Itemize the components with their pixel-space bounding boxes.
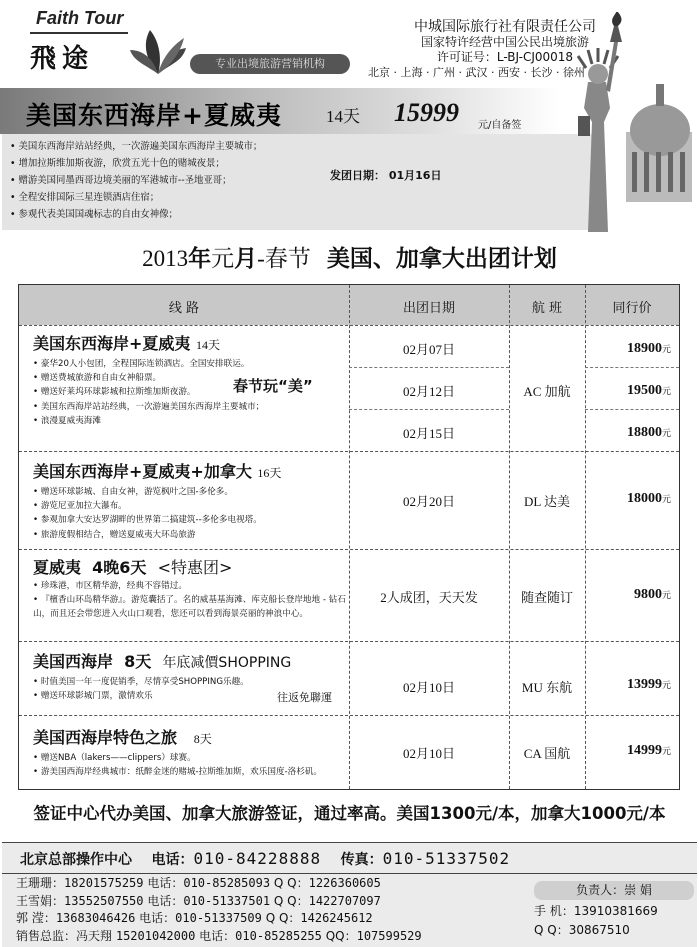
price-value: 18900: [626, 341, 662, 356]
route-days: 4晚6天: [92, 558, 147, 577]
highlight-item: • 美国东西海岸站站经典，一次游遍美国东西海岸主要城市；: [10, 138, 262, 155]
price-unit: 元: [661, 428, 671, 438]
contact-mobile: 15201042000: [115, 928, 196, 943]
manager-mobile: 手 机：13910381669: [534, 904, 658, 918]
plan-title-part: 元: [211, 246, 235, 271]
route-days: 14天: [196, 338, 221, 352]
contact-row: [16, 928, 422, 946]
contact-mobile: 13552507550: [64, 893, 144, 908]
detail-item: • 赠送环球影城门票，激情欢乐: [33, 689, 249, 703]
banner-price-unit: 元/自备签: [478, 120, 522, 131]
price-unit: 元: [661, 494, 671, 504]
hq-contact: [20, 849, 510, 869]
flight: MU 东航: [521, 680, 573, 695]
contact-qq: 1422707097: [308, 893, 381, 908]
lotus-logo-icon: [128, 22, 188, 78]
contact-mobile: 13683046426: [55, 911, 136, 925]
flight: CA 国航: [523, 746, 571, 761]
route-name: 美国西海岸: [33, 652, 114, 671]
liberty-capitol-illustration-icon: [548, 12, 698, 234]
route-tag: 春节玩“美”: [233, 377, 313, 395]
hq-fax: 010-51337502: [382, 849, 511, 868]
agency-license-no: 许可证号：L-BJ-CJ00018: [436, 50, 574, 64]
contact-qq-label: Q Q：: [273, 876, 309, 890]
sub-divider: [585, 367, 679, 368]
route-title: [33, 555, 232, 578]
contact-tel-label: 电话：: [147, 893, 184, 908]
brand-logo-en: Faith Tour: [36, 8, 124, 28]
route-details: [33, 579, 347, 622]
hq-name: 北京总部操作中心: [20, 852, 132, 868]
price: [627, 743, 671, 759]
footer-divider: [2, 873, 697, 874]
detail-item: • 游美国西海岸经典城市：纸醉金迷的赌城-拉斯维加斯，欢乐国度-洛杉矶。: [33, 765, 322, 779]
route-title: [33, 459, 281, 482]
route-name: 美国东西海岸+夏威夷: [33, 334, 191, 353]
row-divider: [19, 451, 679, 452]
contact-name: 郭 滢：: [16, 911, 56, 925]
price-unit: 元: [661, 746, 671, 756]
contact-list: [16, 875, 422, 945]
price: [627, 383, 671, 399]
hq-fax-label: 传真：: [340, 852, 383, 868]
detail-item: • 『檀香山环岛精华游』。游览囊括了。名的威基基海滩、库克船长登岸地地 - 钻石山，而且还会带您进入火山口观看，您还可以看到海景亮丽的神浪中心。: [33, 593, 347, 621]
contact-name: 销售总监：冯天翔: [16, 928, 113, 943]
price-value: 13999: [626, 677, 662, 692]
contact-name: 王雪娟：: [16, 893, 65, 908]
visa-notice: 签证中心代办美国、加拿大旅游签证，通过率高。美国1300元/本，加拿大1000元/本: [33, 804, 666, 823]
plan-title: [0, 240, 699, 273]
contact-qq-label: Q Q：: [273, 893, 309, 908]
depart-date: 02月20日: [402, 494, 455, 509]
contact-mobile: 18201575259: [64, 876, 144, 890]
col-route-header: 线 路: [168, 301, 200, 316]
highlight-item: • 增加拉斯维加斯夜游，欣赏五光十色的赌城夜景；: [10, 155, 262, 172]
hq-tel: 010-84228888: [193, 849, 322, 868]
hq-tel-label: 电话：: [151, 852, 194, 868]
banner-depart-date: 发团日期： 01月16日: [330, 169, 442, 182]
plan-title-year: 2013: [142, 246, 189, 271]
contact-qq: 1426245612: [300, 911, 373, 925]
detail-item: • 时值美国一年一度促销季，尽情享受SHOPPING乐趣。: [33, 675, 249, 689]
contact-qq-label: Q Q：: [265, 911, 301, 925]
banner-title: 美国东西海岸+夏威夷: [26, 101, 282, 130]
contact-tel-label: 电话：: [139, 911, 176, 925]
brand-logo-cn: 飛途: [30, 44, 95, 74]
plan-title-part: 年: [188, 246, 212, 272]
contact-name: 王珊珊：: [16, 876, 65, 890]
price: [627, 677, 671, 693]
contact-row: [16, 910, 422, 928]
col-divider: [509, 285, 510, 789]
route-days: 16天: [257, 466, 282, 480]
brand-divider: [30, 32, 128, 34]
route-title: [33, 725, 212, 748]
depart-date: 02月15日: [402, 426, 455, 441]
depart-date: 02月12日: [402, 384, 455, 399]
price-value: 18800: [626, 425, 662, 440]
contact-tel-label: 电话：: [199, 928, 236, 943]
contact-row: [16, 893, 422, 911]
contact-row: [16, 875, 422, 893]
sub-divider: [349, 409, 509, 410]
banner-days: 14天: [326, 107, 360, 126]
agency-name: 中城国际旅行社有限责任公司: [414, 19, 596, 35]
contact-tel: 010-51337501: [183, 893, 271, 908]
contact-tel-label: 电话：: [147, 876, 184, 890]
contact-tel: 010-85285255: [235, 928, 322, 943]
sub-divider: [349, 367, 509, 368]
detail-item: • 浪漫夏威夷海滩: [33, 414, 264, 428]
price-unit: 元: [661, 386, 671, 396]
detail-item: • 美国东西海岸站站经典，一次游遍美国东西海岸主要城市；: [33, 400, 264, 414]
plan-title-main: 美国、加拿大出团计划: [326, 246, 557, 272]
branch-cities: 北京 · 上海 · 广州 · 武汉 · 西安 · 长沙 · 徐州: [368, 66, 585, 79]
col-divider: [585, 285, 586, 789]
price-value: 19500: [626, 383, 662, 398]
route-note: 往返免聯運: [277, 691, 332, 704]
depart-date: 02月10日: [402, 746, 455, 761]
price: [627, 491, 671, 507]
route-days: 8天: [124, 652, 152, 671]
price-value: 14999: [626, 743, 662, 758]
price-value: 18000: [626, 491, 662, 506]
detail-item: • 旅游度假相结合，赠送夏威夷大环岛旅游: [33, 528, 262, 542]
banner-price: 15999: [394, 98, 459, 127]
row-divider: [19, 715, 679, 716]
detail-item: • 赠送好莱坞环球影城和拉斯维加斯夜游。: [33, 385, 264, 399]
contact-tel: 010-51337509: [175, 911, 262, 925]
route-details: [33, 357, 264, 428]
route-days: 8天: [193, 732, 212, 746]
route-name: 夏威夷: [33, 558, 82, 577]
departure-table: [18, 284, 680, 790]
price: [627, 425, 671, 441]
manager-label: 负责人：崇 娟: [534, 881, 694, 900]
manager-box: [534, 881, 694, 940]
depart-date: 02月07日: [402, 342, 455, 357]
depart-date: 2人成团，天天发: [380, 590, 478, 605]
col-date-header: 出团日期: [402, 301, 455, 316]
route-name: 美国西海岸特色之旅: [33, 728, 178, 747]
highlight-item: • 赠游美国同墨西哥边境美丽的军港城市--圣地亚哥；: [10, 172, 262, 189]
price: [627, 341, 671, 357]
route-title: [33, 331, 220, 354]
route-tag: <特惠团>: [157, 558, 233, 577]
slogan-badge: 专业出境旅游营销机构: [190, 54, 350, 74]
price-unit: 元: [661, 680, 671, 690]
detail-item: • 豪华20人小包团，全程国际连锁酒店。全国安排联运。: [33, 357, 264, 371]
sub-divider: [585, 409, 679, 410]
price-value: 9800: [633, 587, 662, 602]
contact-qq: 1226360605: [308, 876, 381, 890]
row-divider: [19, 641, 679, 642]
route-title: [33, 649, 291, 672]
highlight-item: • 参观代表美国国魂标志的自由女神像；: [10, 206, 262, 223]
detail-item: • 游览尼亚加拉大瀑布。: [33, 499, 262, 513]
price-unit: 元: [661, 344, 671, 354]
row-divider: [19, 325, 679, 326]
route-tag: 年底减價SHOPPING: [162, 655, 292, 671]
col-price-header: 同行价: [612, 301, 652, 316]
contact-footer: [2, 842, 697, 947]
price: [634, 587, 671, 603]
row-divider: [19, 549, 679, 550]
detail-item: • 参观加拿大安达罗湖畔的世界第二搞建筑--多伦多电视塔。: [33, 513, 262, 527]
flight: AC 加航: [523, 384, 571, 399]
contact-qq: 107599529: [356, 928, 422, 943]
route-details: [33, 485, 262, 542]
contact-tel: 010-85285093: [183, 876, 271, 890]
detail-item: • 珍珠港，市区精华游，经典不容错过。: [33, 579, 347, 593]
route-name: 美国东西海岸+夏威夷+加拿大: [33, 462, 252, 481]
detail-item: • 赠送NBA（lakers——clippers）球赛。: [33, 751, 322, 765]
detail-item: • 赠送费城旅游和自由女神船票。: [33, 371, 264, 385]
col-flight-header: 航 班: [531, 301, 563, 316]
depart-date: 02月10日: [402, 680, 455, 695]
manager-qq: Q Q：30867510: [534, 923, 630, 937]
flight: 随查随订: [520, 590, 573, 605]
agency-license-desc: 国家特许经营中国公民出境旅游: [420, 35, 589, 49]
banner-highlights: [2, 134, 592, 230]
route-details: [33, 675, 249, 703]
route-details: [33, 751, 322, 779]
flight: DL 达美: [523, 494, 571, 509]
contact-qq-label: QQ：: [325, 928, 357, 943]
detail-item: • 赠送环球影城、自由女神，游览枫叶之国-多伦多。: [33, 485, 262, 499]
col-divider: [349, 285, 350, 789]
price-unit: 元: [661, 590, 671, 600]
highlight-item: • 全程安排国际三星连锁酒店住宿；: [10, 189, 262, 206]
plan-title-part: -春节: [257, 246, 311, 271]
plan-title-part: 月: [234, 246, 258, 272]
